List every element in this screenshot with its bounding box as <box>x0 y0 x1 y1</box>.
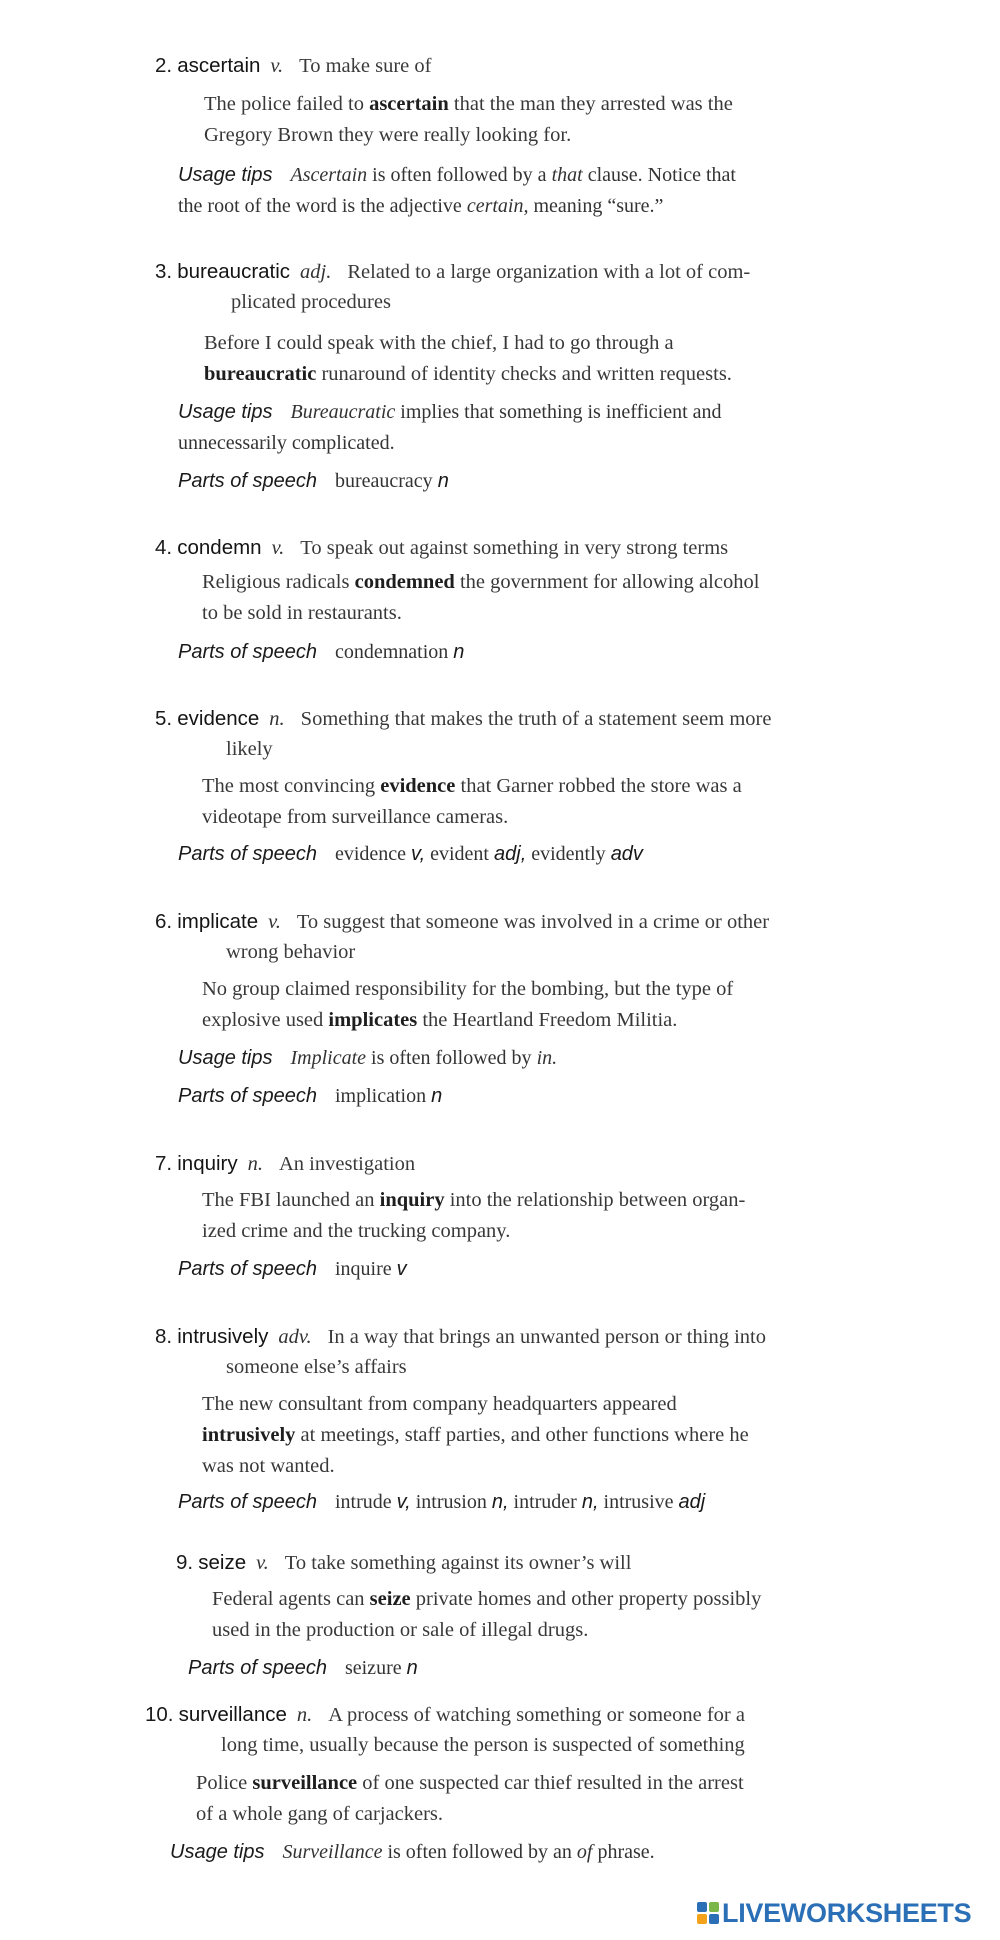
entry-number: 5. <box>155 707 173 730</box>
definition: Something that makes the truth of a statement seem more <box>300 708 772 730</box>
parts-of-speech: Parts of speech implication n <box>178 1085 443 1107</box>
entry-word: bureaucratic <box>177 260 291 283</box>
entry-number: 9. <box>176 1551 194 1574</box>
entry-word: surveillance <box>178 1703 287 1726</box>
entry-number: 2. <box>155 54 173 77</box>
entry-heading <box>155 703 771 735</box>
entry-number: 3. <box>155 260 173 283</box>
part-of-speech: n. <box>296 1704 313 1726</box>
parts-of-speech-label: Parts of speech <box>178 641 317 663</box>
entry-heading <box>155 50 431 82</box>
part-of-speech: n. <box>247 1153 263 1175</box>
liveworksheets-logo-icon <box>697 1902 719 1924</box>
entry-number: 10. <box>145 1703 174 1726</box>
definition-continued: long time, usually because the person is suspected of something <box>221 1734 745 1756</box>
usage-tips: Usage tips Bureaucratic implies that something is inefficient and unnecessarily complicated. <box>178 401 722 454</box>
usage-tips: Usage tips Surveillance is often followed by an of phrase. <box>170 1841 655 1863</box>
entry-word: seize <box>198 1551 247 1574</box>
parts-of-speech-label: Parts of speech <box>178 1085 317 1107</box>
definition-continued: someone else’s affairs <box>226 1356 407 1378</box>
example-keyword: inquiry <box>379 1189 445 1211</box>
usage-tips-label: Usage tips <box>178 164 273 186</box>
entry-number: 6. <box>155 910 173 933</box>
parts-of-speech-label: Parts of speech <box>178 1258 317 1280</box>
part-of-speech: n. <box>269 708 285 730</box>
liveworksheets-logo[interactable] <box>697 1898 971 1928</box>
parts-of-speech: Parts of speech bureaucracy n <box>178 470 449 492</box>
usage-tips: Usage tips Ascertain is often followed by a that clause. Notice that the root of the word is the adjective certain, meaning “sure.” <box>178 164 736 217</box>
example-sentence: The most convincing evidence that Garner robbed the store was a videotape from surveillance cameras. <box>202 775 742 828</box>
definition: Related to a large organization with a lot of com- <box>347 261 751 283</box>
parts-of-speech-label: Parts of speech <box>178 1491 317 1513</box>
definition: A process of watching something or someone for a <box>328 1704 745 1726</box>
entry-heading <box>155 532 728 564</box>
parts-of-speech: Parts of speech inquire v <box>178 1258 407 1280</box>
example-sentence: The FBI launched an inquiry into the relationship between organ- ized crime and the trucking company. <box>202 1189 746 1242</box>
usage-tips-label: Usage tips <box>178 1047 273 1069</box>
entry-word: intrusively <box>177 1325 269 1348</box>
part-of-speech: v. <box>268 911 281 933</box>
definition: To suggest that someone was involved in a crime or other <box>296 911 770 933</box>
definition: To make sure of <box>299 55 432 77</box>
parts-of-speech: Parts of speech condemnation n <box>178 641 465 663</box>
usage-tips: Usage tips Implicate is often followed by in. <box>178 1047 558 1069</box>
part-of-speech: v. <box>256 1552 269 1574</box>
definition: In a way that brings an unwanted person or thing into <box>327 1326 766 1348</box>
example-keyword: bureaucratic <box>204 363 317 385</box>
entry-heading <box>155 906 769 938</box>
example-keyword: seize <box>369 1588 411 1610</box>
entry-number: 8. <box>155 1325 173 1348</box>
brand-name: LIVEWORKSHEETS <box>722 1897 972 1928</box>
entry-word: implicate <box>177 910 259 933</box>
entry-heading <box>155 256 750 288</box>
example-keyword: ascertain <box>369 93 449 115</box>
example-keyword: evidence <box>380 775 456 797</box>
part-of-speech: adj. <box>300 261 332 283</box>
entry-heading <box>155 1321 766 1353</box>
entry-word: condemn <box>177 536 262 559</box>
definition: An investigation <box>279 1153 416 1175</box>
part-of-speech: v. <box>271 537 285 559</box>
entry-word: inquiry <box>177 1152 238 1175</box>
part-of-speech: adv. <box>278 1326 312 1348</box>
example-sentence: Before I could speak with the chief, I had to go through a bureaucratic runaround of identity checks and written requests. <box>204 332 732 385</box>
entry-heading <box>176 1547 631 1579</box>
definition: To take something against its owner’s will <box>284 1552 632 1574</box>
parts-of-speech-label: Parts of speech <box>178 843 317 865</box>
parts-of-speech-label: Parts of speech <box>188 1657 327 1679</box>
example-keyword: intrusively <box>202 1424 296 1446</box>
entry-word: evidence <box>177 707 260 730</box>
usage-tips-label: Usage tips <box>170 1841 265 1863</box>
definition: To speak out against something in very strong terms <box>300 537 729 559</box>
part-of-speech: v. <box>270 55 284 77</box>
example-keyword: implicates <box>328 1009 418 1031</box>
example-sentence: No group claimed responsibility for the bombing, but the type of explosive used implicates the Heartland Freedom Militia. <box>202 978 734 1031</box>
entry-number: 7. <box>155 1152 173 1175</box>
example-sentence: Religious radicals condemned the government for allowing alcohol to be sold in restaurants. <box>202 571 760 624</box>
entry-heading <box>145 1699 745 1731</box>
example-sentence: Police surveillance of one suspected car thief resulted in the arrest of a whole gang of carjackers. <box>196 1772 744 1825</box>
example-keyword: condemned <box>354 571 455 593</box>
definition-continued: likely <box>226 738 273 760</box>
example-sentence: Federal agents can seize private homes and other property possibly used in the production or sale of illegal drugs. <box>212 1588 762 1641</box>
entry-number: 4. <box>155 536 173 559</box>
parts-of-speech: Parts of speech evidence v, evident adj, evidently adv <box>178 843 643 865</box>
usage-tips-label: Usage tips <box>178 401 273 423</box>
definition-continued: plicated procedures <box>231 291 391 313</box>
definition-continued: wrong behavior <box>226 941 356 963</box>
entry-word: ascertain <box>177 54 261 77</box>
example-sentence: The new consultant from company headquarters appeared intrusively at meetings, staff parties, and other functions where he was not wanted. <box>202 1393 749 1477</box>
parts-of-speech-label: Parts of speech <box>178 470 317 492</box>
entry-heading <box>155 1148 415 1180</box>
parts-of-speech: Parts of speech intrude v, intrusion n, intruder n, intrusive adj <box>178 1491 706 1513</box>
example-sentence: The police failed to ascertain that the man they arrested was the Gregory Brown they were really looking for. <box>204 93 733 146</box>
example-keyword: surveillance <box>252 1772 358 1794</box>
parts-of-speech: Parts of speech seizure n <box>188 1657 418 1679</box>
